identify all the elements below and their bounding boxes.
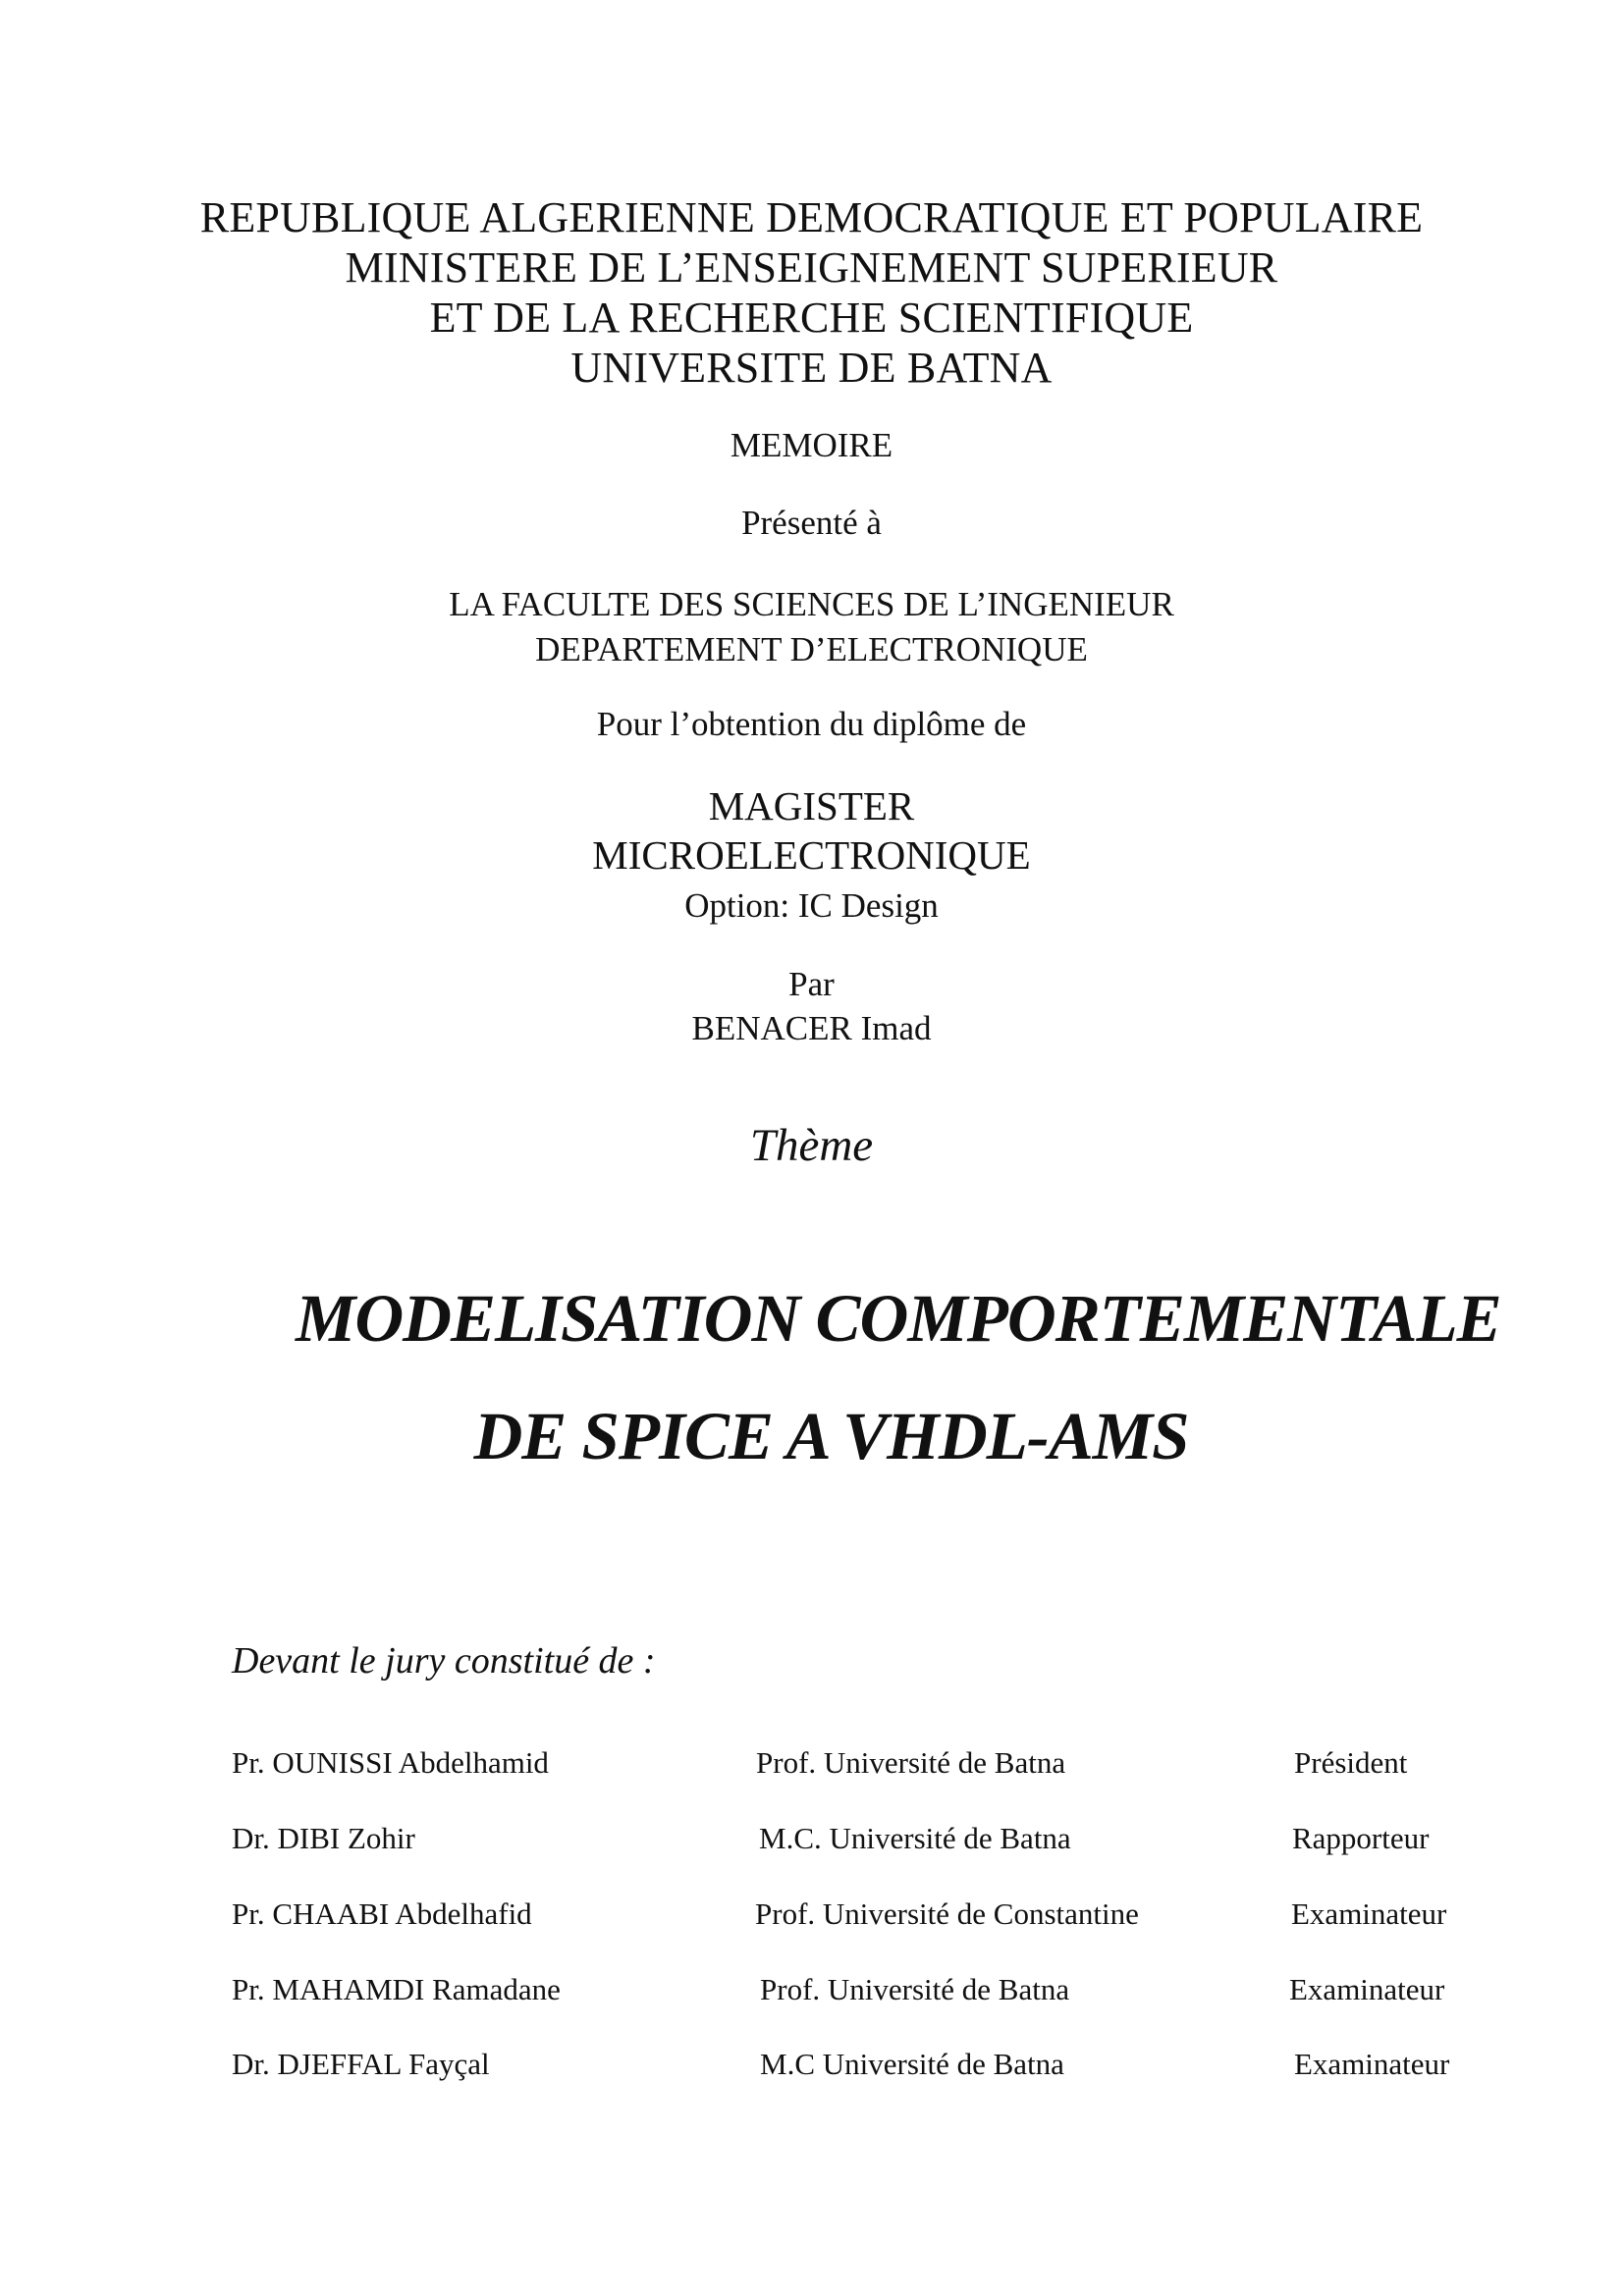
degree-intro: Pour l’obtention du diplôme de xyxy=(596,705,1027,743)
jury-member-name: Pr. OUNISSI Abdelhamid xyxy=(232,1745,549,1780)
jury-member-name: Pr. MAHAMDI Ramadane xyxy=(232,1972,561,2006)
jury-member-name: Dr. DIBI Zohir xyxy=(232,1821,415,1855)
document-type: MEMOIRE xyxy=(730,426,893,464)
jury-member-role: Examinateur xyxy=(1289,1972,1445,2006)
thesis-title-line-1: MODELISATION COMPORTEMENTALE xyxy=(296,1281,1501,1356)
jury-member-institution: Prof. Université de Constantine xyxy=(755,1896,1139,1931)
jury-member-name: Dr. DJEFFAL Fayçal xyxy=(232,2047,490,2081)
department-name: DEPARTEMENT D’ELECTRONIQUE xyxy=(535,630,1088,668)
jury-member-role: Examinateur xyxy=(1291,1896,1447,1931)
jury-member-row xyxy=(0,1970,1623,2009)
theme-label: Thème xyxy=(749,1120,874,1171)
jury-member-name: Pr. CHAABI Abdelhafid xyxy=(232,1896,532,1931)
jury-member-institution: M.C. Université de Batna xyxy=(759,1821,1071,1855)
jury-intro: Devant le jury constitué de : xyxy=(232,1640,656,1682)
jury-member-role: Rapporteur xyxy=(1292,1821,1430,1855)
faculty-block xyxy=(0,582,1623,672)
header-line-research: ET DE LA RECHERCHE SCIENTIFIQUE xyxy=(429,294,1194,342)
jury-member-role: Examinateur xyxy=(1294,2047,1450,2081)
by-label: Par xyxy=(788,965,835,1003)
header-line-republic: REPUBLIQUE ALGERIENNE DEMOCRATIQUE ET POPULAIRE xyxy=(199,193,1424,241)
thesis-title-line-2: DE SPICE A VHDL-AMS xyxy=(473,1399,1189,1473)
header-line-university: UNIVERSITE DE BATNA xyxy=(570,344,1053,392)
jury-member-row xyxy=(0,1895,1623,1934)
author-name: BENACER Imad xyxy=(691,1009,932,1047)
jury-member-row xyxy=(0,2045,1623,2084)
jury-member-role: Président xyxy=(1294,1745,1408,1780)
jury-member-institution: M.C Université de Batna xyxy=(760,2047,1064,2081)
degree-block xyxy=(0,781,1623,880)
presented-to: Présenté à xyxy=(741,504,882,542)
jury-member-institution: Prof. Université de Batna xyxy=(756,1745,1066,1780)
jury-member-institution: Prof. Université de Batna xyxy=(760,1972,1070,2006)
header-line-ministry: MINISTERE DE L’ENSEIGNEMENT SUPERIEUR xyxy=(345,243,1278,292)
institution-header xyxy=(0,192,1623,393)
degree-option: Option: IC Design xyxy=(684,886,939,925)
degree-name: MAGISTER xyxy=(708,783,915,828)
faculty-name: LA FACULTE DES SCIENCES DE L’INGENIEUR xyxy=(449,585,1174,623)
jury-member-row xyxy=(0,1743,1623,1783)
degree-field: MICROELECTRONIQUE xyxy=(592,832,1031,878)
jury-member-row xyxy=(0,1819,1623,1858)
